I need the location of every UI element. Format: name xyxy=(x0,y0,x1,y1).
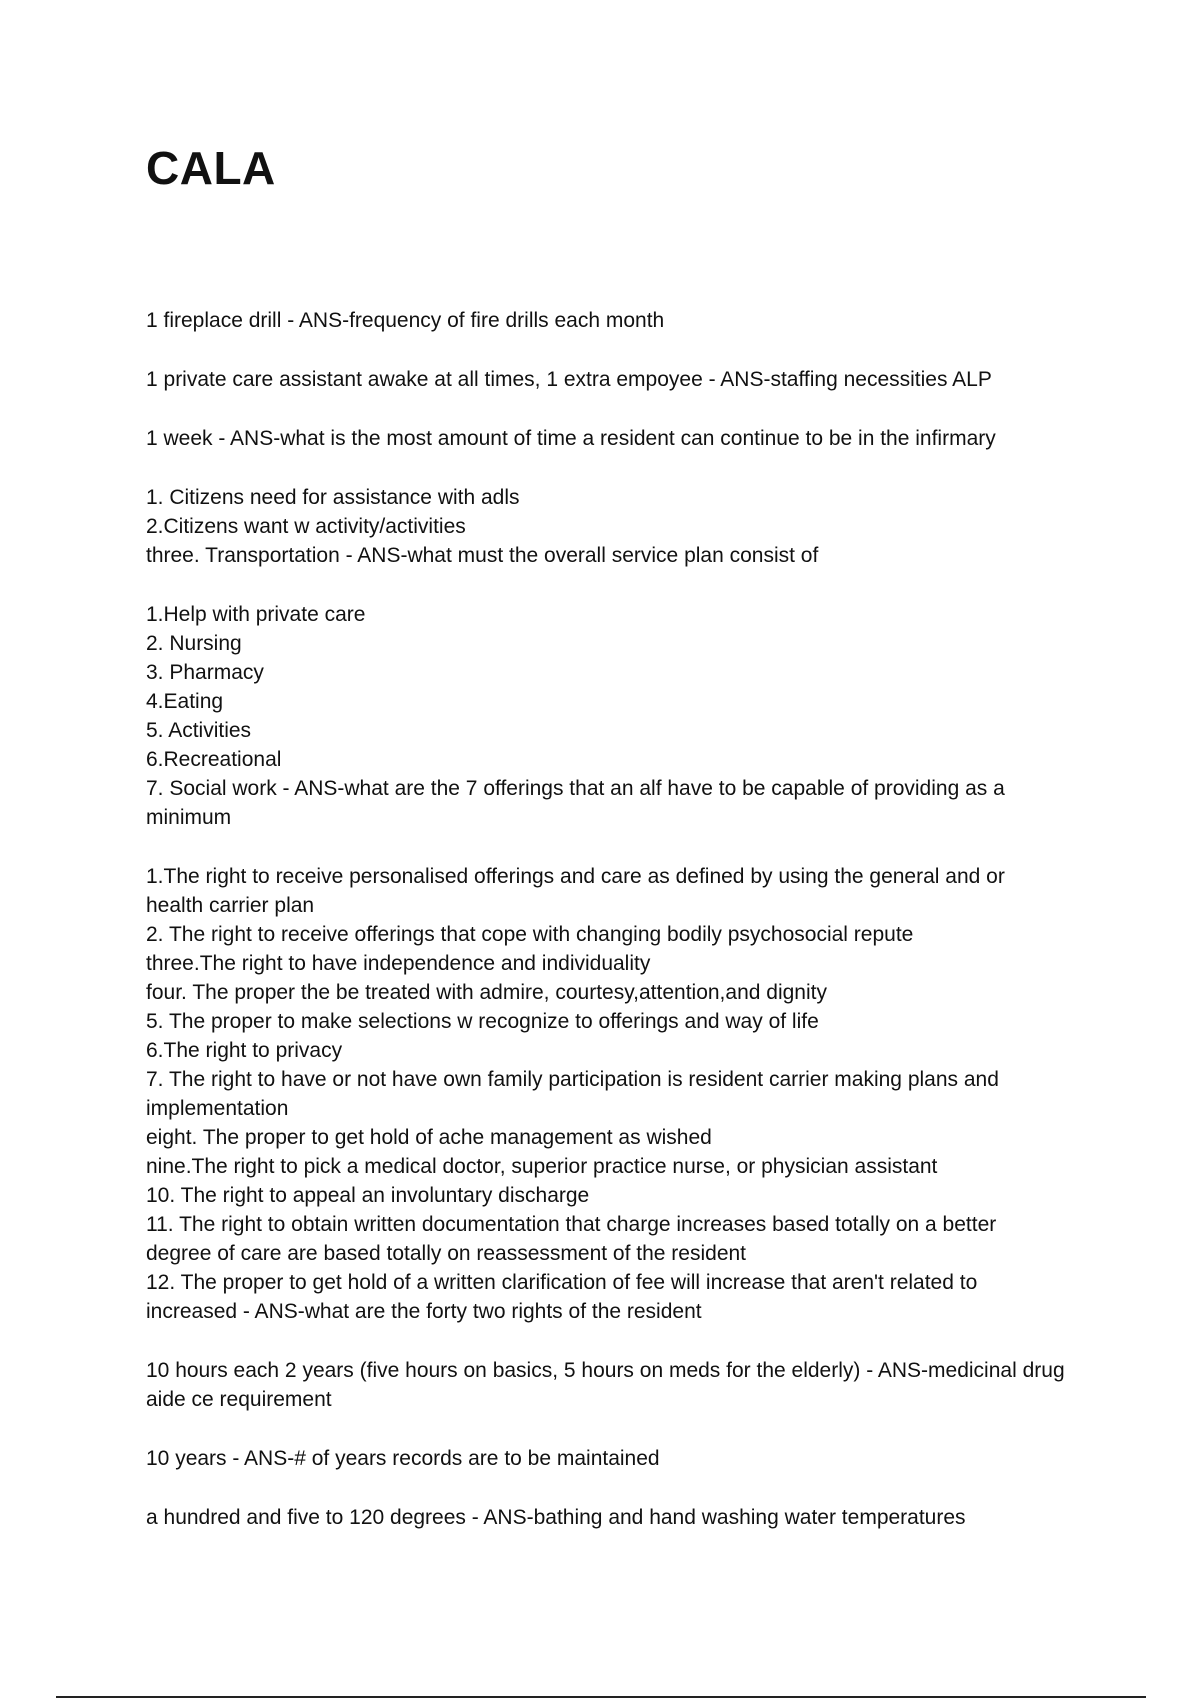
qa-line: 2. The right to receive offerings that cope with changing bodily psychosocial repute xyxy=(146,923,914,946)
qa-block-1 xyxy=(146,306,1066,335)
qa-block-3 xyxy=(146,424,1066,453)
qa-line: 11. The right to obtain written documentation that charge increases based totally on a better degree of care are based totally on reassessment of the resident xyxy=(146,1213,997,1265)
qa-line: 1.Help with private care xyxy=(146,603,366,626)
qa-line: 1 week - ANS-what is the most amount of time a resident can continue to be in the infirmary xyxy=(146,427,996,450)
qa-block-8 xyxy=(146,1444,1066,1473)
qa-line: three. Transportation - ANS-what must the overall service plan consist of xyxy=(146,544,819,567)
qa-line: 5. Activities xyxy=(146,719,252,742)
qa-line: 6.Recreational xyxy=(146,748,282,771)
qa-line: 10 years - ANS-# of years records are to be maintained xyxy=(146,1447,660,1470)
document-title: CALA xyxy=(146,142,276,194)
qa-line: four. The proper the be treated with admire, courtesy,attention,and dignity xyxy=(146,981,827,1004)
document-body xyxy=(146,306,1066,1562)
qa-line: 10 hours each 2 years (five hours on basics, 5 hours on meds for the elderly) - ANS-medicinal drug aide ce requirement xyxy=(146,1359,1065,1411)
qa-line: 1.The right to receive personalised offerings and care as defined by using the general and or health carrier plan xyxy=(146,865,1005,917)
qa-line: nine.The right to pick a medical doctor, superior practice nurse, or physician assistant xyxy=(146,1155,938,1178)
qa-line: 10. The right to appeal an involuntary discharge xyxy=(146,1184,590,1207)
qa-line: 4.Eating xyxy=(146,690,224,713)
qa-line: 1 private care assistant awake at all times, 1 extra empoyee - ANS-staffing necessities ALP xyxy=(146,368,992,391)
qa-line: 7. The right to have or not have own family participation is resident carrier making plans and implementation xyxy=(146,1068,999,1120)
qa-line: 12. The proper to get hold of a written clarification of fee will increase that aren't related to increased - ANS-what are the forty two rights of the resident xyxy=(146,1271,978,1323)
qa-line: 3. Pharmacy xyxy=(146,661,264,684)
qa-line: 6.The right to privacy xyxy=(146,1039,343,1062)
footer-divider xyxy=(56,1696,1146,1698)
qa-block-2 xyxy=(146,365,1066,394)
qa-line: eight. The proper to get hold of ache management as wished xyxy=(146,1126,712,1149)
qa-block-5 xyxy=(146,600,1066,832)
qa-block-9 xyxy=(146,1503,1066,1532)
qa-line: 1 fireplace drill - ANS-frequency of fire drills each month xyxy=(146,309,665,332)
qa-line: a hundred and five to 120 degrees - ANS-bathing and hand washing water temperatures xyxy=(146,1506,966,1529)
qa-block-7 xyxy=(146,1356,1066,1414)
qa-line: 5. The proper to make selections w recognize to offerings and way of life xyxy=(146,1010,819,1033)
qa-line: 7. Social work - ANS-what are the 7 offerings that an alf have to be capable of providing as a minimum xyxy=(146,777,1005,829)
qa-line: three.The right to have independence and individuality xyxy=(146,952,651,975)
qa-line: 2. Nursing xyxy=(146,632,242,655)
qa-line: 2.Citizens want w activity/activities xyxy=(146,515,466,538)
qa-block-4 xyxy=(146,483,1066,570)
qa-block-6 xyxy=(146,862,1066,1326)
qa-line: 1. Citizens need for assistance with adls xyxy=(146,486,520,509)
